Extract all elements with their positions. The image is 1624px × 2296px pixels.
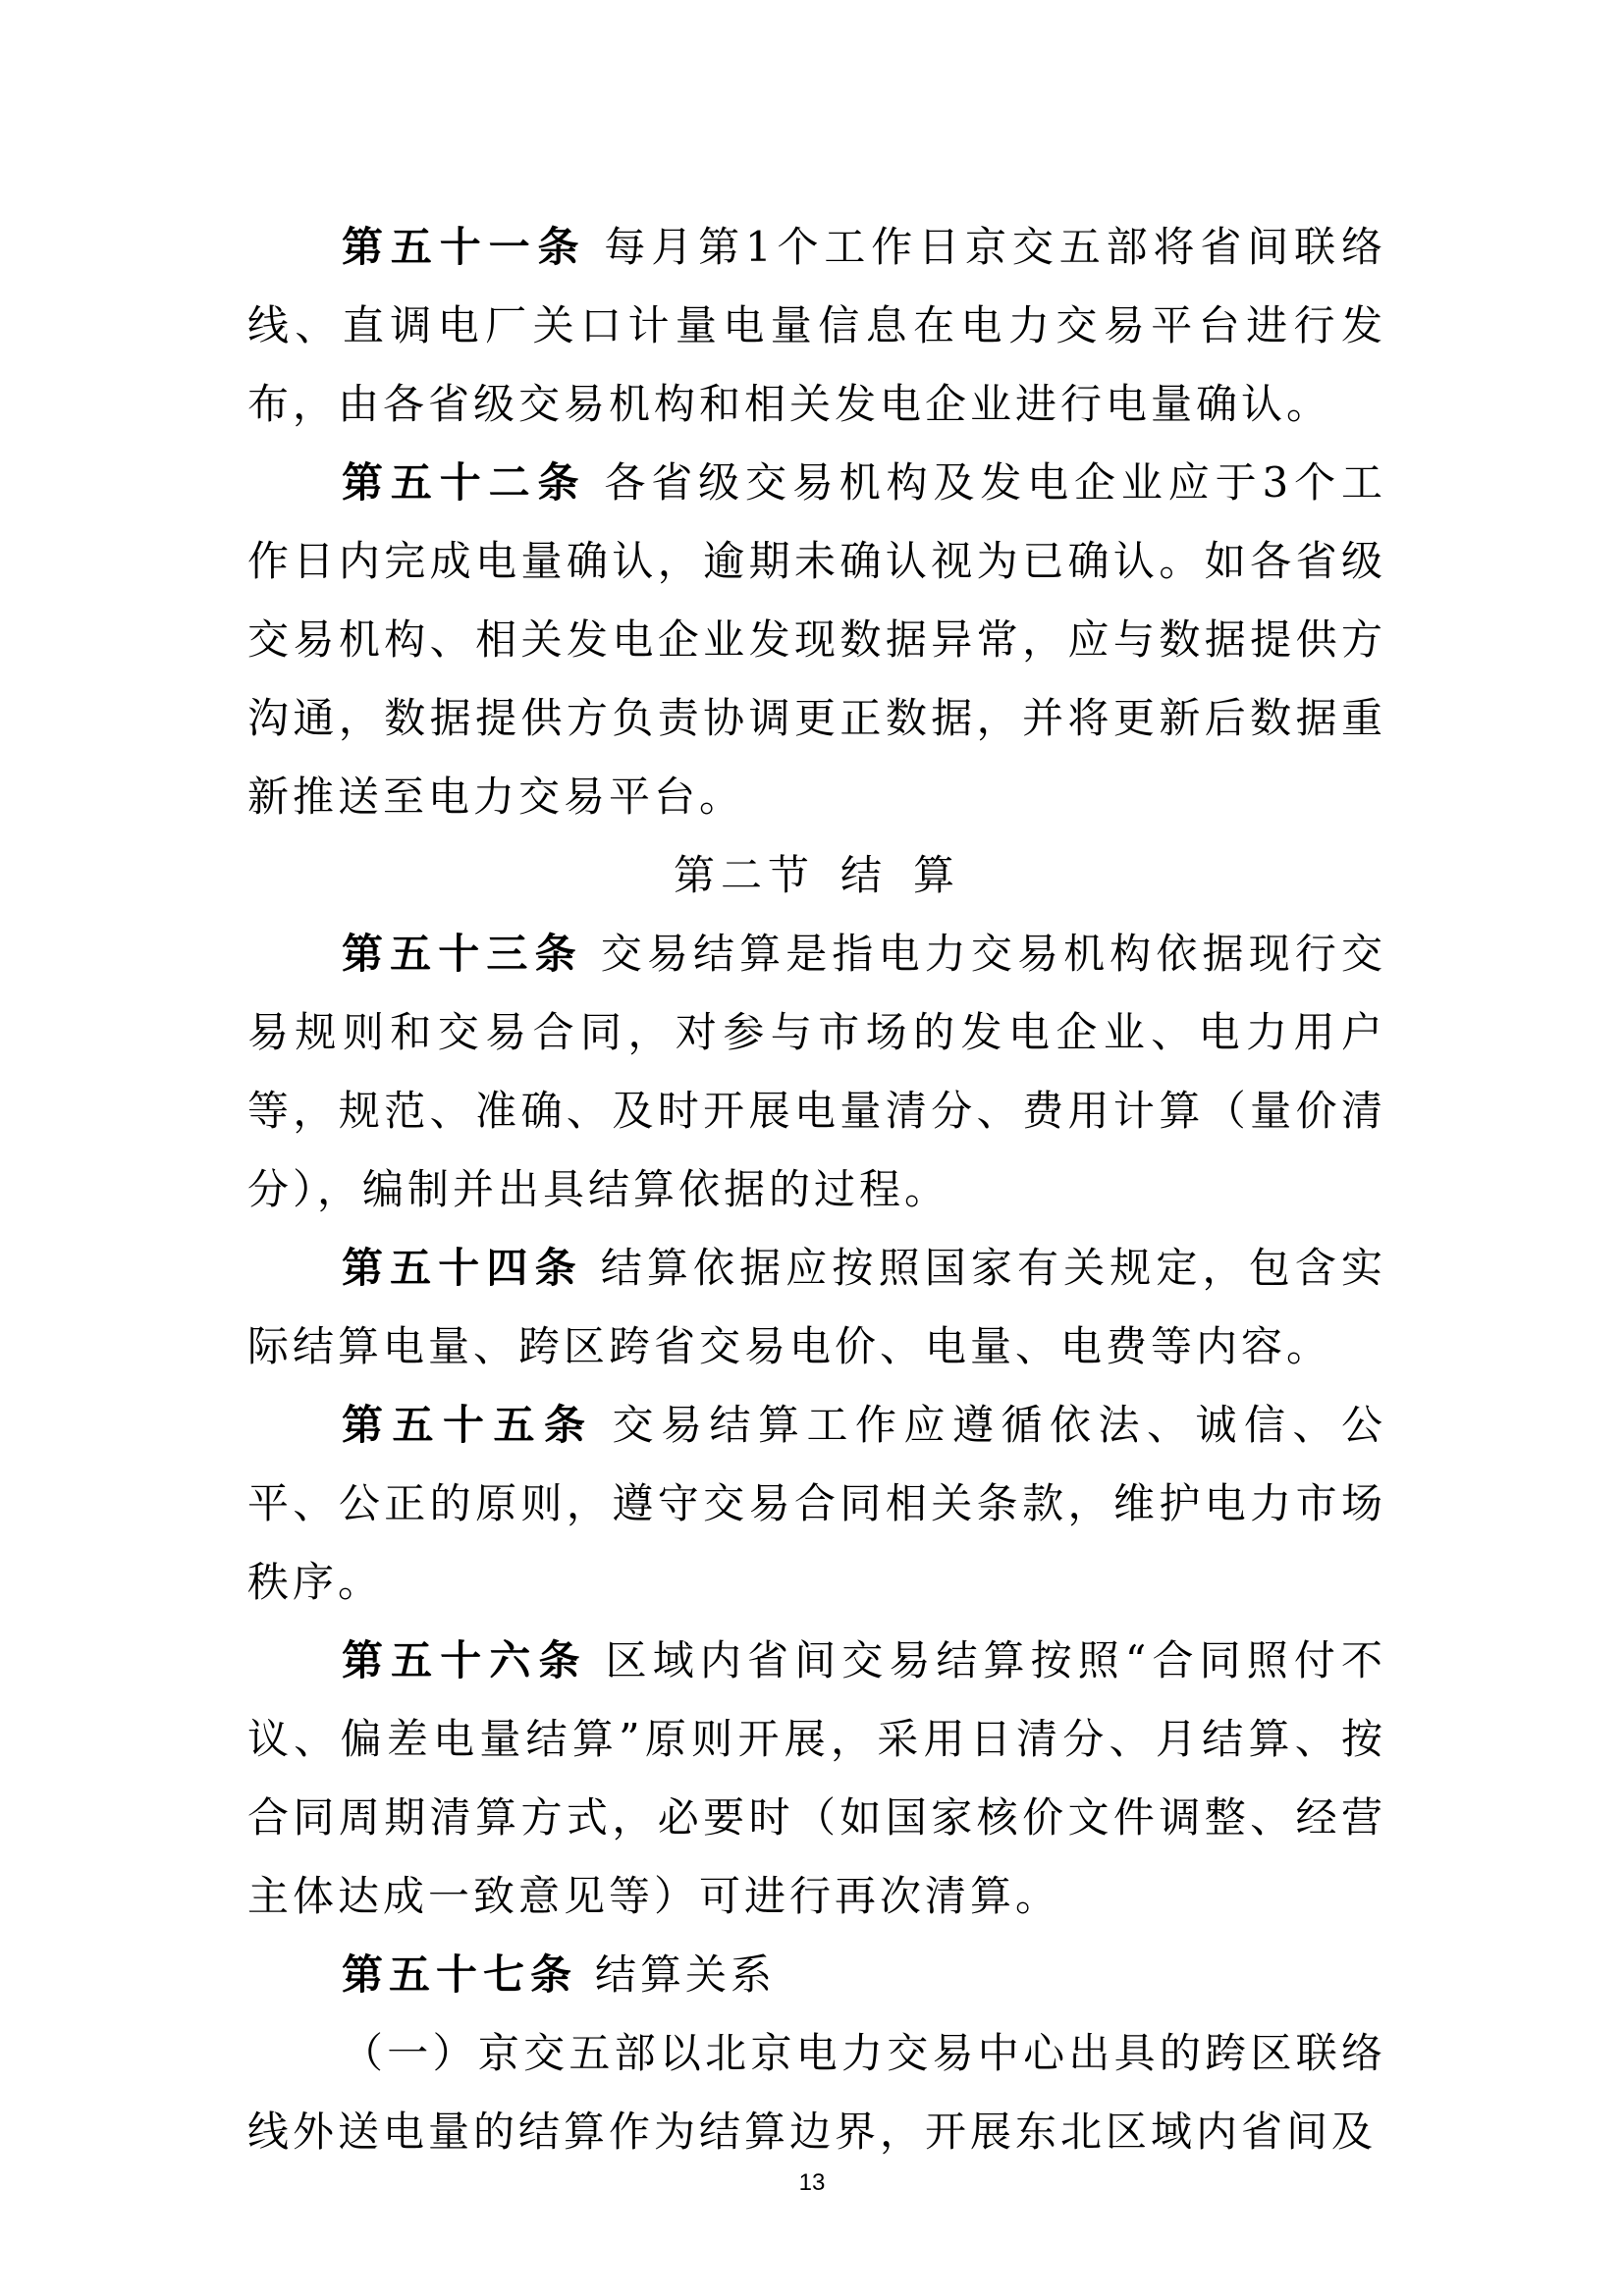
article-text: 结算关系	[595, 1950, 777, 1999]
article-text: 交易结算工作应遵循依法、诚信、公平、公正的原则，遵守交易合同相关条款，维护电力市场秩序。	[247, 1401, 1386, 1606]
article-53	[247, 915, 1386, 1229]
article-number: 第五十五条	[342, 1401, 595, 1449]
item-1: （一）京交五部以北京电力交易中心出具的跨区联络线外送电量的结算作为结算边界，开展东北区域内省间及	[247, 2029, 1386, 2156]
section-heading	[247, 836, 1386, 915]
section-title-b: 算	[913, 851, 961, 899]
article-number: 第五十三条	[342, 930, 583, 978]
article-text: 结算依据应按照国家有关规定，包含实际结算电量、跨区跨省交易电价、电量、电费等内容。	[247, 1244, 1386, 1370]
article-number: 第五十四条	[342, 1244, 583, 1292]
article-text: 区域内省间交易结算按照“合同照付不议、偏差电量结算”原则开展，采用日清分、月结算、按合同周期清算方式，必要时（如国家核价文件调整、经营主体达成一致意见等）可进行再次清算。	[247, 1636, 1386, 1920]
article-55	[247, 1386, 1386, 1622]
article-54	[247, 1229, 1386, 1386]
article-number: 第五十一条	[342, 223, 587, 271]
article-number: 第五十七条	[342, 1950, 578, 1999]
document-body	[247, 208, 1386, 2171]
article-text: 各省级交易机构及发电企业应于3个工作日内完成电量确认，逾期未确认视为已确认。如各省级交易机构、相关发电企业发现数据异常，应与数据提供方沟通，数据提供方负责协调更正数据，并将更新后数据重新推送至电力交易平台。	[247, 458, 1386, 821]
article-52	[247, 444, 1386, 836]
section-title-a: 结	[839, 851, 888, 899]
article-number: 第五十六条	[342, 1636, 588, 1684]
article-text: 交易结算是指电力交易机构依据现行交易规则和交易合同，对参与市场的发电企业、电力用户等，规范、准确、及时开展电量清分、费用计算（量价清分），编制并出具结算依据的过程。	[247, 930, 1386, 1213]
section-prefix: 第二节	[673, 851, 815, 899]
article-number: 第五十二条	[342, 458, 587, 507]
article-text: 每月第1个工作日京交五部将省间联络线、直调电厂关口计量电量信息在电力交易平台进行发布，由各省级交易机构和相关发电企业进行电量确认。	[247, 223, 1386, 428]
article-57	[247, 1936, 1386, 2014]
article-56	[247, 1622, 1386, 1936]
article-51	[247, 208, 1386, 444]
page-number: 13	[798, 2169, 826, 2196]
